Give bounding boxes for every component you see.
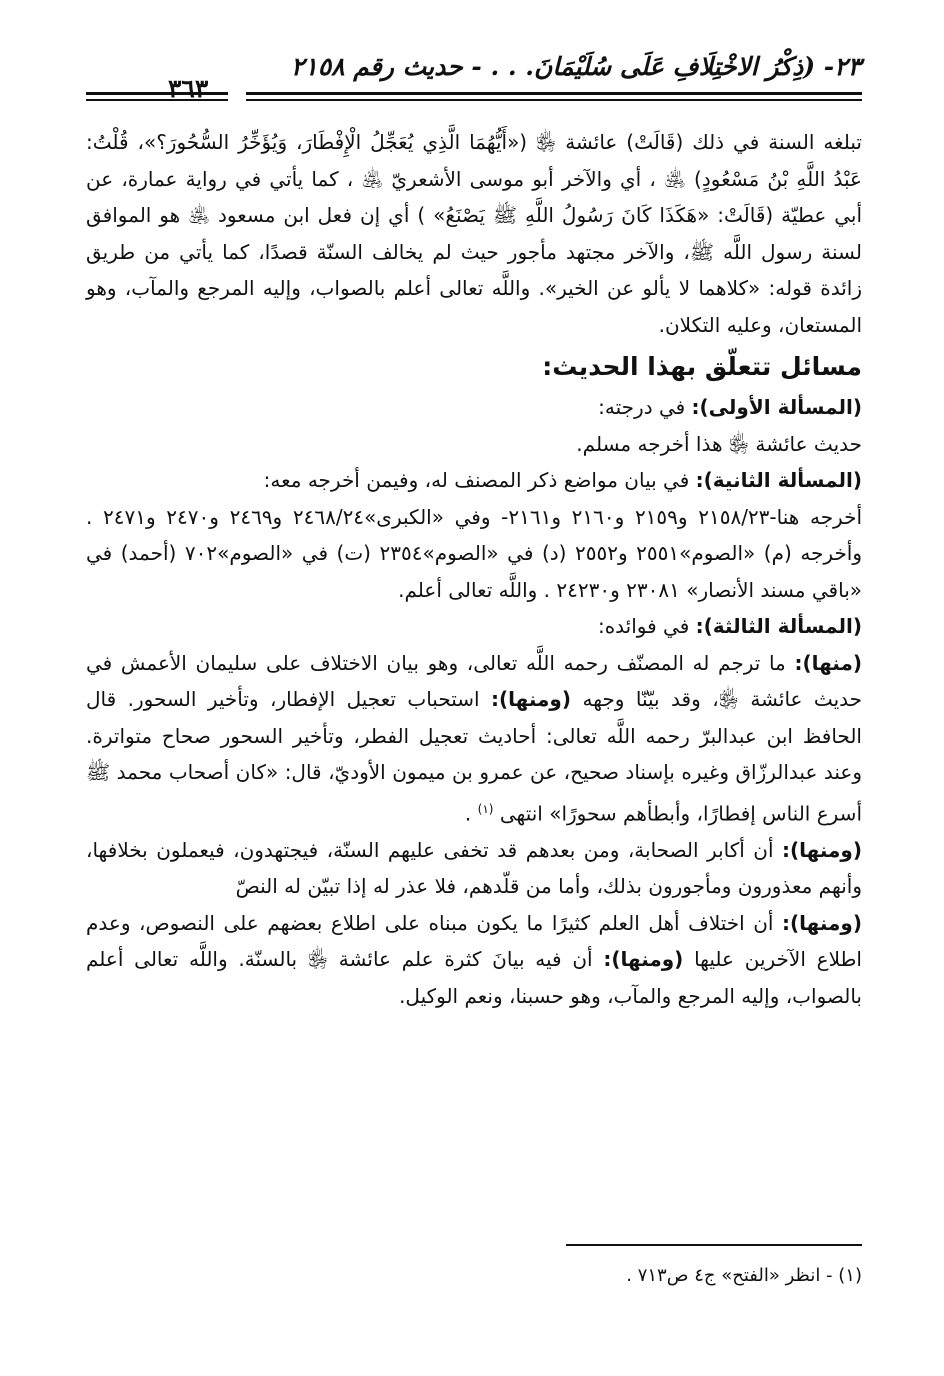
issue-one [86, 389, 862, 426]
benefit-two-label: (ومنها): [491, 687, 572, 711]
issue-two-title: في بيان مواضع ذكر المصنف له، وفيمن أخرجه معه: [263, 468, 690, 492]
benefit-five-text: أن فيه بيانَ كثرة علم عائشة ﵂ بالسنّة. واللَّه تعالى أعلم بالصواب، وإليه المرجع والمآب، وهو حسبنا، ونعم الوكيل. [86, 947, 862, 1008]
issue-one-title: في درجته: [598, 395, 686, 419]
benefit-four [86, 905, 862, 1015]
chapter-title: ٢٣- (ذِكْرُ الاخْتِلَافِ عَلَى سُلَيْمَانَ. . . - حديث رقم ٢١٥٨ [290, 52, 861, 81]
header-rule-secondary [246, 99, 862, 101]
issue-three [86, 608, 862, 645]
section-heading: مسائل تتعلّق بهذا الحديث: [542, 352, 862, 381]
issue-three-label: (المسألة الثالثة): [695, 614, 862, 638]
header-rule [246, 92, 862, 95]
benefit-one: (منها): ما ترجم له المصنّف رحمه اللَّه تعالى، وهو بيان الاختلاف على سليمان الأعمش في حديث عائشة ﵂، وقد بيّنّا وجهه (ومنها): استحباب تعجيل الإفطار، وتأخير السحور. قال الحافظ ابن عبدالبرّ رحمه اللَّه تعالى: أحاديث تعجيل الفطر، وتأخير السحور صحاح متواترة. وعند عبدالرزّاق وغيره بإسناد صحيح، عن عمرو بن ميمون الأوديّ، قال: «كان أصحاب محمد ﷺ أسرع الناس إفطارًا، وأبطأهم سحورًا» انتهى $^{(١)}$ . [86, 650, 862, 826]
benefit-four-label: (ومنها): [782, 910, 862, 935]
benefit-three [86, 832, 862, 905]
issue-two-label: (المسألة الثانية): [695, 468, 862, 492]
benefit-three-text: أن أكابر الصحابة، ومن بعدهم قد تخفى عليهم السنّة، فيجتهدون، فيعملون بخلافها، وأنهم معذورون ومأجورون بذلك، وأما من قلّدهم، فلا عذر له إذا تبيّن له النصّ [86, 837, 862, 899]
footnote-reference[interactable]: (١) [477, 801, 494, 816]
benefit-one-label: (منها): [794, 650, 862, 675]
benefit-four-text: أن اختلاف أهل العلم كثيرًا ما يكون مبناه على اطلاع بعضهم على النصوص، وعدم اطلاع الآخرين عليها [86, 910, 862, 972]
paragraph-intro: تبلغه السنة في ذلك (قَالَتْ) عائشة ﵂ («أَيُّهُمَا الَّذِي يُعَجِّلُ الْإِفْطَارَ، وَيُؤَخِّرُ السُّحُورَ؟»، قُلْتُ: عَبْدُ اللَّهِ بْنُ مَسْعُودٍ) ﵁ ، أي والآخر أبو موسى الأشعريّ ﵁ ، كما يأتي في رواية عمارة، عن أبي عطيّة (قَالَتْ: «هَكَذَا كَانَ رَسُولُ اللَّهِ ﷺ يَصْنَعُ» ) أي إن فعل ابن مسعود ﵁ هو الموافق لسنة رسول اللَّه ﷺ، والآخر مجتهد مأجور حيث لم يخالف السنّة قصدًا، كما يأتي من طريق زائدة قوله: «كلاهما لا يألو عن الخير». واللَّه تعالى أعلم بالصواب، وإليه المرجع والمآب، وهو المستعان، وعليه التكلان. [86, 130, 862, 337]
running-header [86, 52, 861, 103]
main-text [86, 124, 862, 1014]
footnote-rule [566, 1244, 862, 1246]
issue-two [86, 462, 862, 499]
header-rule-left [86, 92, 228, 95]
benefit-five-label: (ومنها): [603, 947, 684, 972]
issue-two-text: أخرجه هنا-٢١٥٨/٢٣ و٢١٥٩ و٢١٦٠ و٢١٦١- وفي «الكبرى»٢٤٦٨/٢٤ و٢٤٦٩ و٢٤٧٠ و٢٤٧١ . وأخرجه (م) «الصوم»٢٥٥١ و٢٥٥٢ (د) في «الصوم»٢٣٥٤ (ت) في «الصوم»٧٠٢ (أحمد) في «باقي مسند الأنصار» ٢٣٠٨١ و٢٤٢٣٠ . واللَّه تعالى أعلم. [86, 504, 863, 602]
benefit-two-text: استحباب تعجيل الإفطار، وتأخير السحور. قال الحافظ ابن عبدالبرّ رحمه اللَّه تعالى: أحاديث تعجيل الفطر، وتأخير السحور صحاح متواترة. وعند عبدالرزّاق وغيره بإسناد صحيح، عن عمرو بن ميمون الأوديّ، قال: «كان أصحاب محمد ﷺ أسرع الناس إفطارًا، وأبطأهم سحورًا» انتهى [86, 687, 862, 826]
benefit-three-label: (ومنها): [782, 837, 863, 862]
header-rule-left-secondary [86, 99, 228, 101]
issue-one-label: (المسألة الأولى): [691, 395, 862, 419]
benefit-one-text: ما ترجم له المصنّف رحمه اللَّه تعالى، وهو بيان الاختلاف على سليمان الأعمش في حديث عائشة ﵂، وقد بيّنّا وجهه [86, 650, 862, 711]
footnote: (١) - انظر «الفتح» ج٤ ص٧١٣ . [626, 1265, 862, 1286]
issue-three-title: في فوائده: [597, 614, 690, 638]
page-number: ٣٦٣ [168, 74, 209, 103]
issue-one-text: حديث عائشة ﵂ هذا أخرجه مسلم. [576, 431, 862, 456]
